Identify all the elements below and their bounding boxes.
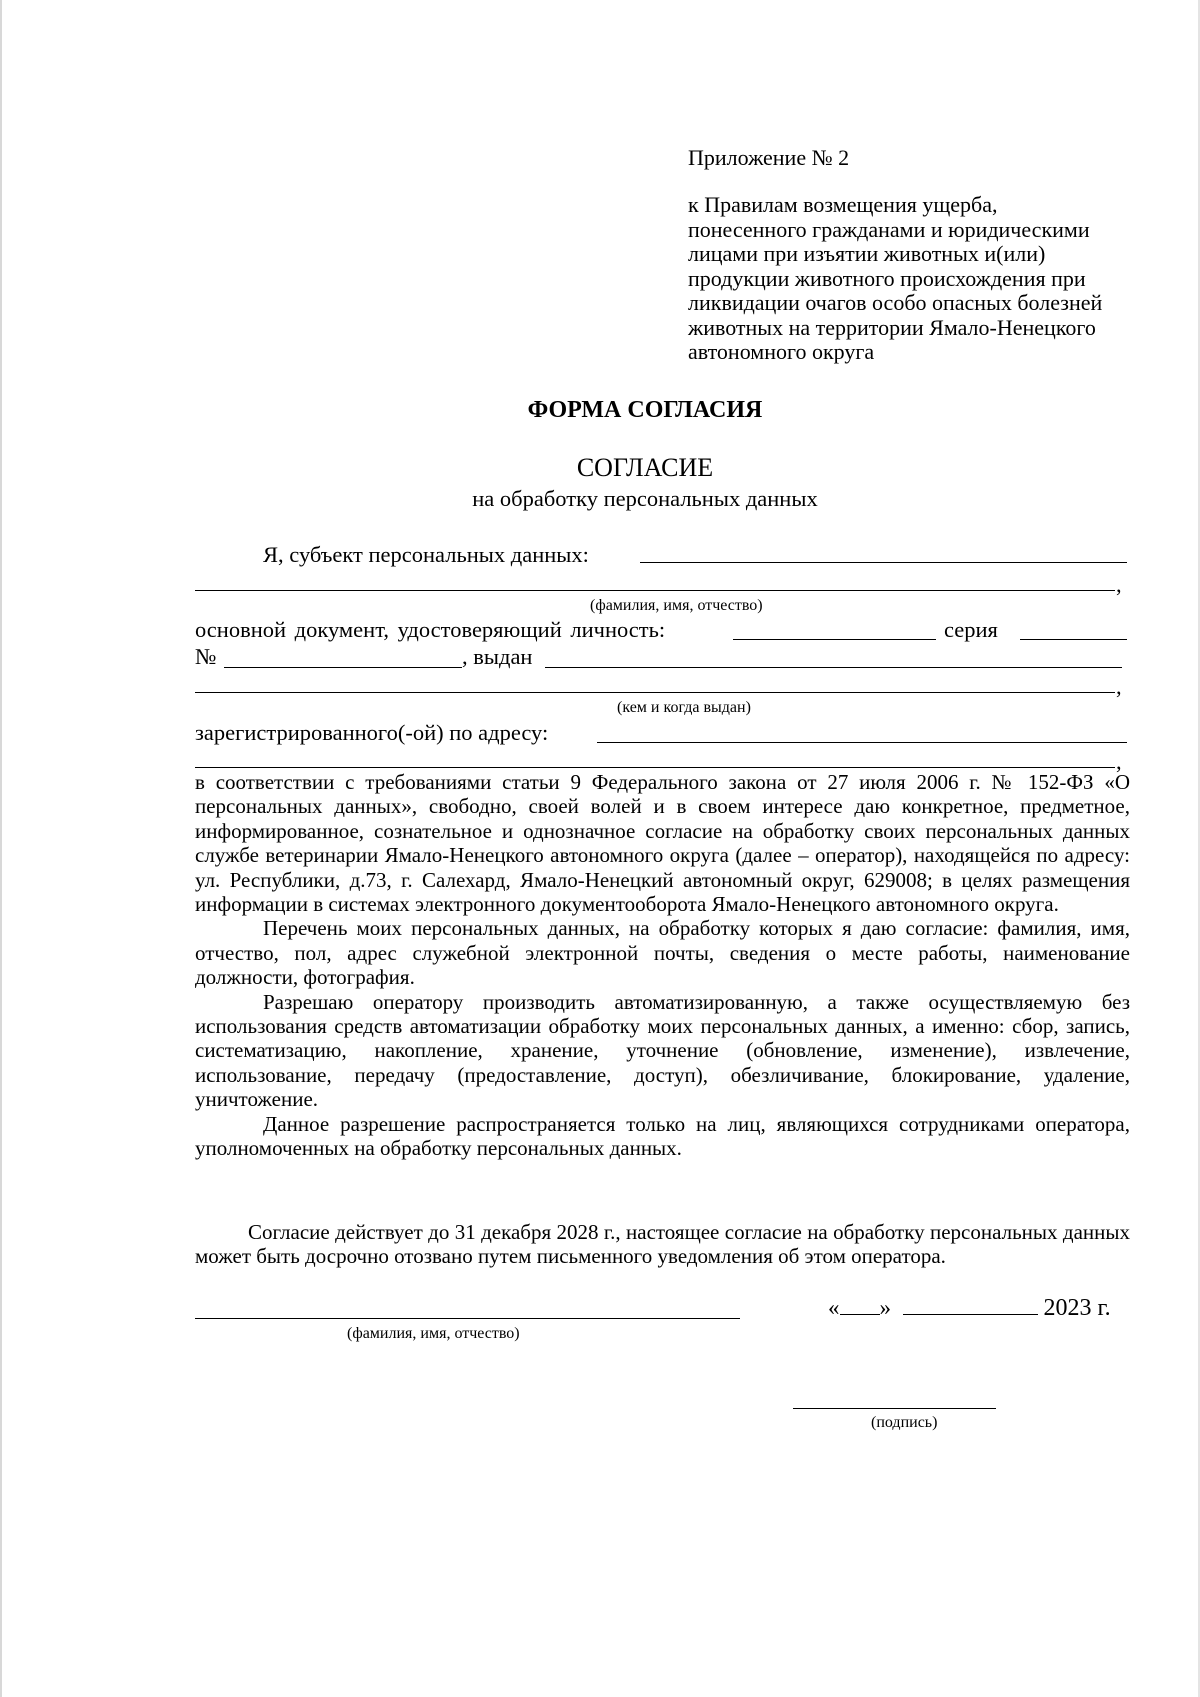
consent-paragraph-main: в соответствии с требованиями статьи 9 Федерального закона от 27 июля 2006 г. № 152-ФЗ «О персональных данных», свободно, своей волей и в своем интересе даю конкретное, предметное, информированное, сознательное и однозначное согласие на обработку своих персональных данных службе ветеринарии Ямало-Ненецкого автономного округа (далее – оператор), находящейся по адресу: ул. Республики, д.73, г. Салехард, Ямало-Ненецкий автономный округ, 629008; в целях размещения информации в системах электронного документооборота Ямало-Ненецкого автономного округа. (195, 770, 1130, 917)
rules-line: лицами при изъятии животных и(или) (688, 241, 1046, 266)
doc-type-field[interactable] (733, 639, 936, 640)
personal-data-list-paragraph: Перечень моих персональных данных, на обработку которых я даю согласие: фамилия, имя, отчество, пол, адрес служебной электронной почты, сведения о месте работы, наименование должности, фотография. (195, 916, 1130, 990)
comma: , (1116, 749, 1122, 774)
issued-by-field-line2[interactable] (195, 692, 1115, 693)
rules-line: продукции животного происхождения при (688, 265, 1086, 291)
rules-reference (688, 193, 1102, 365)
signature-caption: (подпись) (871, 1414, 938, 1431)
rules-line: к Правилам возмещения ущерба, (688, 192, 998, 217)
comma: , (1116, 674, 1122, 699)
address-label: зарегистрированного(-ой) по адресу: (195, 720, 549, 745)
rules-line: автономного округа (688, 339, 875, 364)
issued-label: , выдан (462, 644, 533, 669)
consent-purpose: на обработку персональных данных (472, 486, 818, 511)
series-label: серия (944, 617, 998, 642)
date-month-field[interactable] (903, 1296, 1038, 1315)
rules-line: ликвидации очагов особо опасных болезней (688, 290, 1103, 315)
signature-field[interactable] (793, 1408, 996, 1409)
doc-number-field[interactable] (224, 667, 462, 668)
signer-name-field[interactable] (195, 1318, 740, 1319)
issued-caption: (кем и когда выдан) (617, 699, 751, 716)
subject-name-field-line2[interactable] (195, 590, 1115, 591)
consent-body (195, 770, 1130, 1161)
subject-name-field[interactable] (640, 562, 1127, 563)
validity-paragraph: Согласие действует до 31 декабря 2028 г., настоящее согласие на обработку персональных данных может быть досрочно отозвано путем письменного уведомления об этом оператора. (195, 1220, 1130, 1269)
issued-by-field[interactable] (545, 667, 1122, 668)
access-scope-paragraph: Данное разрешение распространяется только на лиц, являющихся сотрудниками оператора, уполномоченных на обработку персональных данных. (195, 1111, 1130, 1161)
form-title: ФОРМА СОГЛАСИЯ (527, 397, 763, 423)
processing-actions-paragraph: Разрешаю оператору производить автоматизированную, а также осуществляемую без использования средств автоматизации обработку моих персональных данных, а именно: сбор, запись, систематизацию, накопление, хранение, уточнение (обновление, изменение), извлечение, использование, передачу (предоставление, доступ), обезличивание, блокирование, удаление, уничтожение. (195, 989, 1130, 1112)
address-field-line2[interactable] (195, 767, 1115, 768)
date-year: 2023 г. (1043, 1295, 1111, 1321)
appendix-number: Приложение № 2 (688, 145, 850, 170)
subject-label: Я, субъект персональных данных: (263, 542, 589, 567)
date-close-quote: » (879, 1295, 891, 1320)
comma: , (1116, 572, 1122, 597)
rules-line: понесенного гражданами и юридическими (688, 216, 1090, 242)
doc-series-field[interactable] (1020, 639, 1127, 640)
rules-line: животных на территории Ямало-Ненецкого (688, 314, 1096, 340)
number-label: № (195, 644, 217, 669)
date-open-quote: « (828, 1295, 840, 1320)
signature-date (828, 1295, 1111, 1322)
doc-label: основной документ, удостоверяющий личность: (195, 617, 666, 642)
fio-caption: (фамилия, имя, отчество) (590, 597, 763, 614)
consent-title: СОГЛАСИЕ (576, 453, 714, 482)
address-field[interactable] (597, 742, 1127, 743)
scan-left-edge (0, 0, 2, 1697)
signer-fio-caption: (фамилия, имя, отчество) (347, 1325, 520, 1342)
date-day-field[interactable] (840, 1296, 880, 1315)
